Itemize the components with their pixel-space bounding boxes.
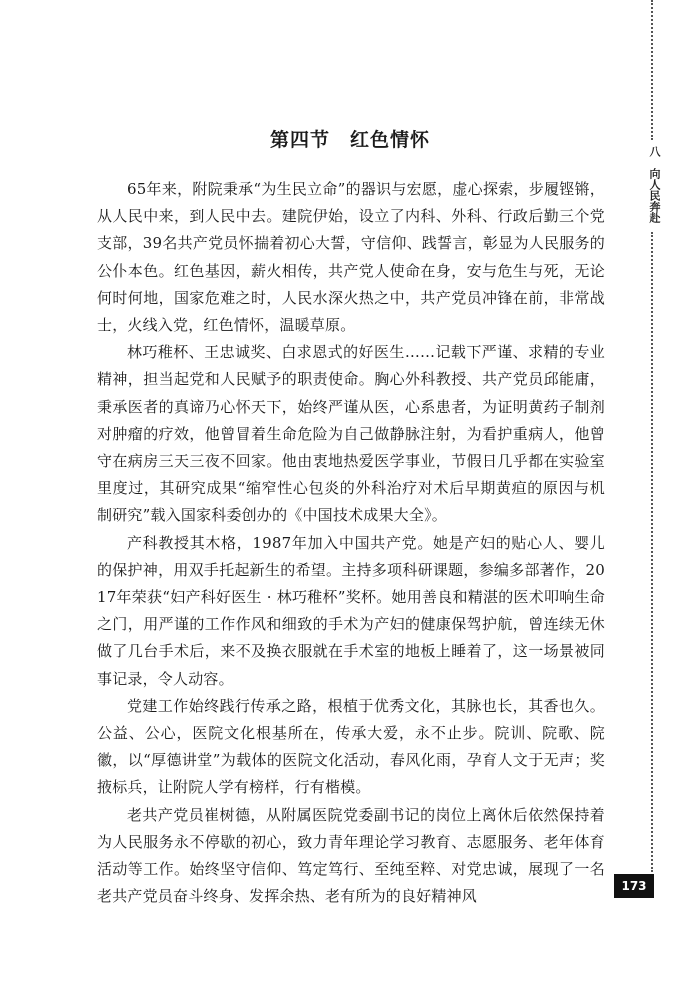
- side-dotted-line: [651, 0, 653, 140]
- paragraph: 党建工作始终践行传承之路，根植于优秀文化，其脉也长，其香也久。公益、公心，医院文化根基所在，传承大爱，永不止步。院训、院歌、院徽，以“厚德讲堂”为载体的医院文化活动，春风化雨，孕育人文于无声；奖掖标兵，让附院人学有榜样，行有楷模。: [97, 696, 605, 797]
- body-text: [97, 176, 605, 910]
- section-title: 第四节 红色情怀: [269, 129, 430, 151]
- paragraph: 老共产党员崔树德，从附属医院党委副书记的岗位上离休后依然保持着为人民服务永不停歇的初心，致力青年理论学习教育、志愿服务、老年体育活动等工作。始终坚守信仰、笃定笃行、至纯至粹、对党忠诚，展现了一名老共产党员奋斗终身、发挥余热、老有所为的良好精神风: [97, 805, 605, 906]
- side-dotted-line: [651, 232, 653, 872]
- paragraph: 林巧稚杯、王忠诚奖、白求恩式的好医生……记载下严谨、求精的专业精神，担当起党和人民赋予的职责使命。胸心外科教授、共产党员邱能庸，秉承医者的真谛乃心怀天下，始终严谨从医，心系患者，为证明黄药子制剂对肿瘤的疗效，他曾冒着生命危险为自己做静脉注射，为看护重病人，他曾守在病房三天三夜不回家。他由衷地热爱医学事业，节假日几乎都在实验室里度过，其研究成果“缩窄性心包炎的外科治疗对术后早期黄疸的原因与机制研究”载入国家科委创办的《中国技术成果大全》。: [97, 343, 605, 525]
- paragraph: 产科教授其木格，1987年加入中国共产党。她是产妇的贴心人、婴儿的保护神，用双手托起新生的希望。主持多项科研课题，参编多部著作，2017年荣获“妇产科好医生 · 林巧稚杯”奖杯。她用善良和精湛的医术叩响生命之门，用严谨的工作作风和细致的手术为产妇的健康保驾护航，曾连续无休做了几台手术后，来不及换衣服就在手术室的地板上睡着了，这一场景被同事记录，令人动容。: [97, 533, 605, 688]
- paragraph: 65年来，附院秉承“为生民立命”的器识与宏愿，虚心探索，步履铿锵，从人民中来，到人民中去。建院伊始，设立了内科、外科、行政后勤三个党支部，39名共产党员怀揣着初心大誓，守信仰、践誓言，彰显为人民服务的公仆本色。红色基因，薪火相传，共产党人使命在身，安与危生与死，无论何时何地，国家危难之时，人民水深火热之中，共产党员冲锋在前，非常战士，火线入党，红色情怀，温暖草原。: [97, 180, 605, 335]
- chapter-side-tab: 八 向人民奔赴: [648, 146, 661, 223]
- page-number: 173: [614, 874, 654, 898]
